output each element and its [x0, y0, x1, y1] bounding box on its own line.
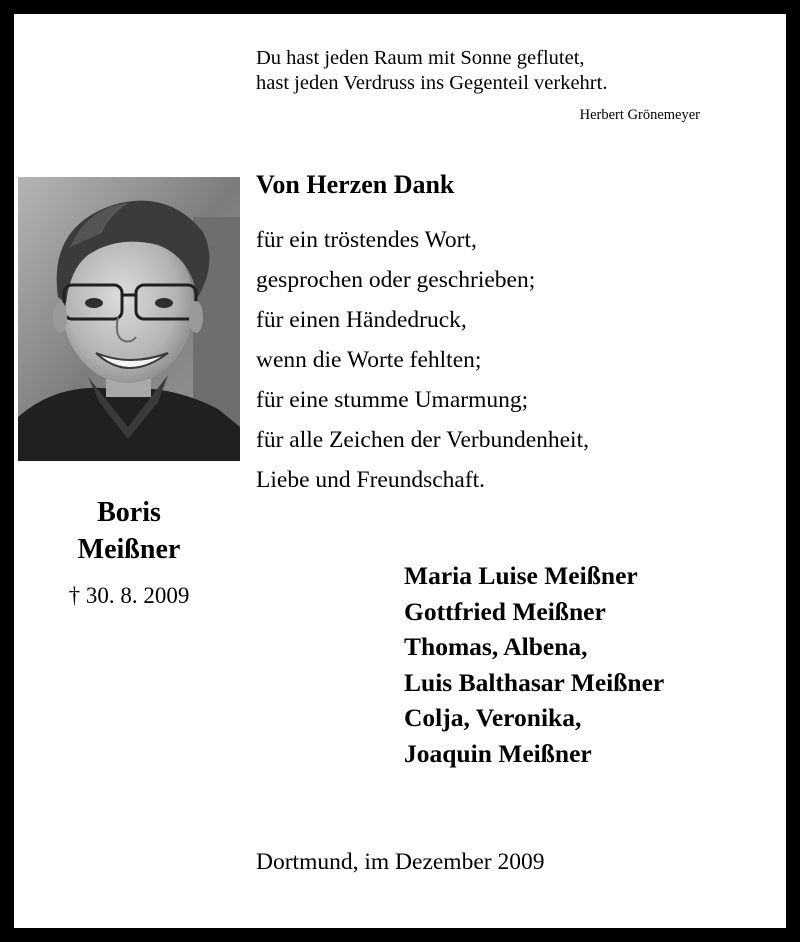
epigraph-quote [256, 46, 607, 96]
quote-line-1: Du hast jeden Raum mit Sonne geflutet, [256, 47, 585, 69]
thanks-line: für eine stumme Umarmung; [256, 387, 529, 413]
portrait-illustration [18, 177, 240, 461]
deceased-first-name: Boris [97, 497, 161, 528]
family-member: Colja, Veronika, [404, 703, 582, 732]
thanks-line: wenn die Worte fehlten; [256, 347, 482, 373]
family-member: Thomas, Albena, [404, 632, 588, 661]
place-and-date: Dortmund, im Dezember 2009 [256, 849, 545, 875]
thanks-line: für ein tröstendes Wort, [256, 227, 477, 253]
thanks-line: gesprochen oder geschrieben; [256, 267, 536, 293]
thanks-text [256, 220, 589, 500]
family-signatures [404, 558, 664, 771]
thanks-heading: Von Herzen Dank [256, 170, 455, 199]
family-member: Joaquin Meißner [404, 738, 592, 768]
deceased-name [18, 494, 240, 568]
deceased-last-name: Meißner [77, 534, 181, 565]
family-member: Luis Balthasar Meißner [404, 667, 665, 697]
death-date: † 30. 8. 2009 [68, 583, 190, 608]
quote-author: Herbert Grönemeyer [579, 107, 700, 123]
quote-line-2: hast jeden Verdruss ins Gegenteil verkehrt. [256, 72, 608, 94]
portrait-photo [18, 177, 240, 461]
family-member: Maria Luise Meißner [404, 561, 638, 590]
thanks-line: für einen Händedruck, [256, 307, 467, 333]
thanks-line: für alle Zeichen der Verbundenheit, [256, 427, 589, 453]
thanks-line: Liebe und Freundschaft. [256, 467, 486, 493]
family-member: Gottfried Meißner [404, 596, 606, 626]
